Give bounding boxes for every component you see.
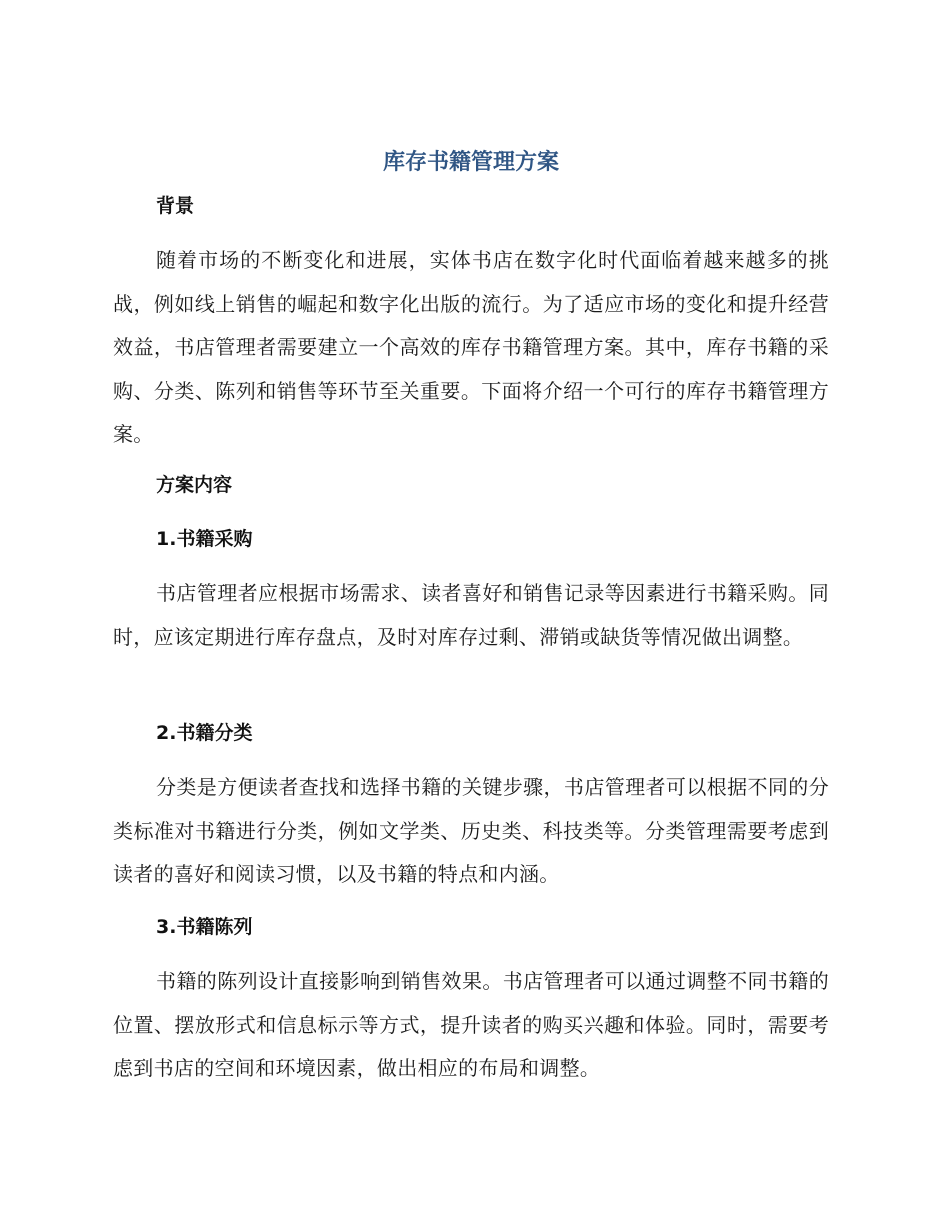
section-heading-purchasing: 1.书籍采购 — [156, 528, 253, 550]
purchasing-paragraph: 书店管理者应根据市场需求、读者喜好和销售记录等因素进行书籍采购。同时，应该定期进行库存盘点，及时对库存过剩、滞销或缺货等情况做出调整。 — [113, 581, 829, 649]
section-heading-display: 3.书籍陈列 — [156, 916, 253, 938]
background-paragraph: 随着市场的不断变化和进展，实体书店在数字化时代面临着越来越多的挑战，例如线上销售的崛起和数字化出版的流行。为了适应市场的变化和提升经营效益，书店管理者需要建立一个高效的库存书籍管理方案。其中，库存书籍的采购、分类、陈列和销售等环节至关重要。下面将介绍一个可行的库存书籍管理方案。 — [113, 248, 829, 447]
section-heading-content: 方案内容 — [156, 474, 233, 496]
section-heading-background: 背景 — [156, 195, 195, 217]
display-paragraph: 书籍的陈列设计直接影响到销售效果。书店管理者可以通过调整不同书籍的位置、摆放形式和信息标示等方式，提升读者的购买兴趣和体验。同时，需要考虑到书店的空间和环境因素，做出相应的布局和调整。 — [113, 969, 829, 1081]
section-heading-classification: 2.书籍分类 — [156, 722, 253, 744]
classification-paragraph: 分类是方便读者查找和选择书籍的关键步骤，书店管理者可以根据不同的分类标准对书籍进行分类，例如文学类、历史类、科技类等。分类管理需要考虑到读者的喜好和阅读习惯，以及书籍的特点和内涵。 — [113, 775, 829, 887]
document-title: 库存书籍管理方案 — [382, 150, 559, 175]
